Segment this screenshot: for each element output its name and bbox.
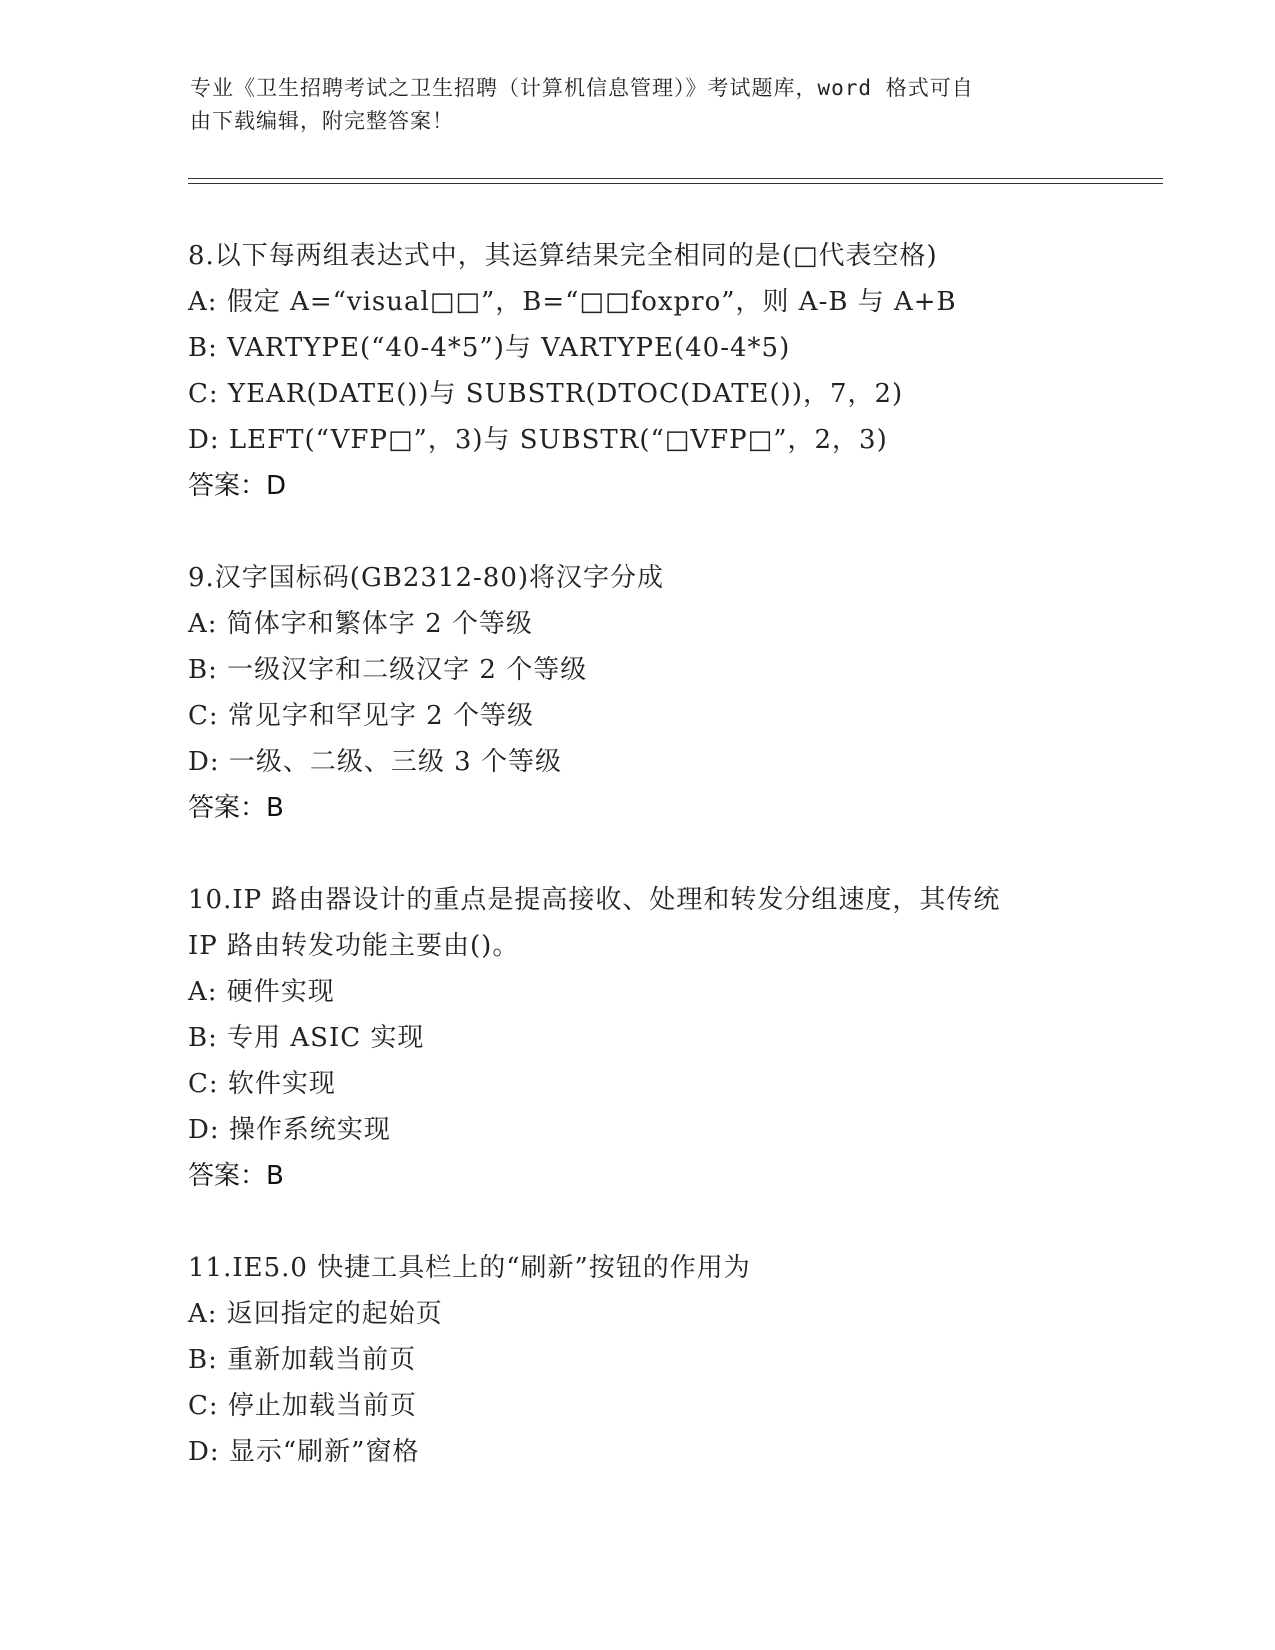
question-stem: 10.IP 路由器设计的重点是提高接收、处理和转发分组速度，其传统: [188, 885, 1001, 915]
question-stem-continued: IP 路由转发功能主要由()。: [188, 931, 520, 961]
question-stem: 8.以下每两组表达式中，其运算结果完全相同的是(□代表空格): [188, 241, 938, 271]
question-10: [188, 877, 1148, 1199]
option-d: D: 一级、二级、三级 3 个等级: [188, 747, 562, 777]
question-stem: 9.汉字国标码(GB2312-80)将汉字分成: [188, 563, 665, 593]
header-line-1: 专业《卫生招聘考试之卫生招聘（计算机信息管理）》考试题库，word 格式可自: [190, 76, 974, 100]
option-b: B: VARTYPE(“40-4*5”)与 VARTYPE(40-4*5): [188, 333, 791, 363]
option-c: C: 软件实现: [188, 1069, 336, 1099]
answer-line: 答案：B: [188, 793, 284, 823]
question-list: [188, 233, 1148, 1521]
option-d: D: LEFT(“VFP□”，3)与 SUBSTR(“□VFP□”，2，3): [188, 425, 888, 455]
option-a: A: 硬件实现: [188, 977, 335, 1007]
option-b: B: 重新加载当前页: [188, 1345, 417, 1375]
option-b: B: 专用 ASIC 实现: [188, 1023, 425, 1053]
option-c: C: YEAR(DATE())与 SUBSTR(DTOC(DATE())，7，2): [188, 379, 904, 409]
option-a: A: 假定 A=“visual□□”，B=“□□foxpro”，则 A-B 与 A+B: [188, 287, 957, 317]
option-b: B: 一级汉字和二级汉字 2 个等级: [188, 655, 588, 685]
option-a: A: 简体字和繁体字 2 个等级: [188, 609, 533, 639]
question-11: [188, 1245, 1148, 1475]
option-d: D: 显示“刷新”窗格: [188, 1437, 420, 1467]
question-stem: 11.IE5.0 快捷工具栏上的“刷新”按钮的作用为: [188, 1253, 751, 1283]
option-d: D: 操作系统实现: [188, 1115, 391, 1145]
option-a: A: 返回指定的起始页: [188, 1299, 443, 1329]
header-divider-top: [188, 178, 1163, 179]
document-header: [190, 72, 1090, 138]
question-8: [188, 233, 1148, 509]
answer-line: 答案：D: [188, 471, 287, 501]
header-divider-bottom: [188, 183, 1163, 184]
question-9: [188, 555, 1148, 831]
header-line-2: 由下载编辑，附完整答案！: [190, 109, 454, 133]
answer-line: 答案：B: [188, 1161, 284, 1191]
option-c: C: 停止加载当前页: [188, 1391, 417, 1421]
option-c: C: 常见字和罕见字 2 个等级: [188, 701, 534, 731]
